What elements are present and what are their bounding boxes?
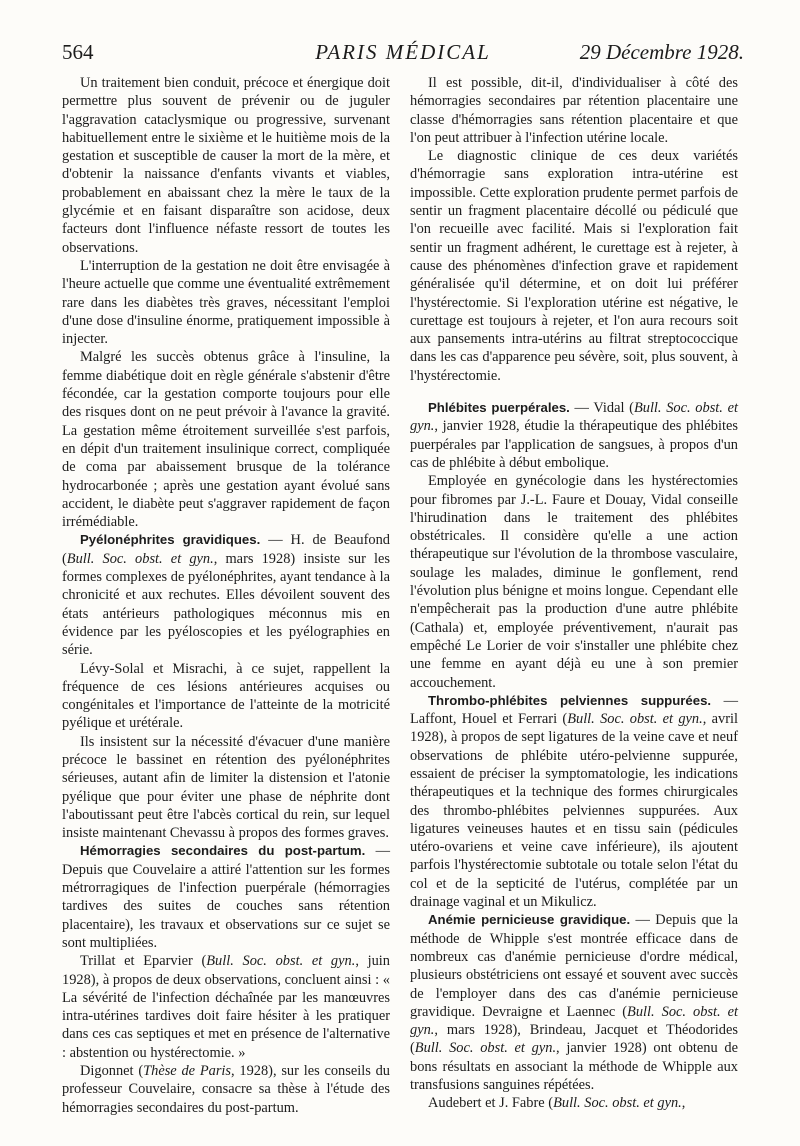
paragraph: L'interruption de la gestation ne doit être envisagée à l'heure actuelle que comme une éventualité extrêmement rare dans les diabètes très graves, nécessitant l'emploi d'une dose d'insuline énorme, pratiquement impossible à injecter. [62, 257, 390, 348]
section-hemorragies: Hémorragies secondaires du post-partum. — Depuis que Couvelaire a attiré l'attention sur les formes métrorragiques de l'infection puerpérale (hémorragies tardives des suites de couches sans rétention placentaire), les travaux et observations sur ce sujet se sont multipliées. [62, 843, 390, 951]
journal-title: PARIS MÉDICAL [315, 40, 491, 64]
section-heading: Phlébites puerpérales. [428, 400, 570, 416]
paragraph: Le diagnostic clinique de ces deux variétés d'hémorragie sans exploration intra-utérine est impossible. Cette exploration prudente permet parfois de sentir un fragment placentaire décollé ou pédiculé que l'on recueille avec facilité. Mais si l'exploration fait sentir un fragment adhérent, le curettage est à rejeter, à cause des phénomènes d'infection grave et rapidement généralisée qu'il détermine, et on doit lui préférer l'hystérectomie. Si l'exploration utérine est négative, le curettage est toujours à rejeter, et l'on aura recours soit aux pansements intra-utérins au filtrat streptococcique dans les cas d'apparence peu sévère, soit, plus souvent, à l'hystérectomie. [410, 148, 738, 384]
section-heading: Thrombo-phlébites pelviennes suppurées. [428, 692, 712, 708]
running-header [62, 40, 744, 70]
page-number: 564 [62, 40, 94, 64]
section-heading: Hémorragies secondaires du post-partum. [80, 843, 366, 859]
paragraph: Malgré les succès obtenus grâce à l'insuline, la femme diabétique doit en règle générale s'abstenir d'être fécondée, car la gestation comporte toujours pour elle des risques dont on ne peut prévoir à l'avance la gravité. La gestation même étroitement surveillée s'est parfois, en dépit d'un traitement insulinique correct, compliquée de coma par abaissement brusque de la tolérance hydrocarbonée ; après une gestation ayant évolué sans accident, le diabète peut s'aggraver rapidement de façon irrémédiable. [62, 349, 390, 531]
citation: Bull. Soc. obst. et gyn. [66, 550, 214, 567]
paragraph: Trillat et Eparvier (Bull. Soc. obst. et gyn., juin 1928), à propos de deux observations, concluent ainsi : « La sévérité de l'infection déchaînée par les manœuvres intra-utérines tardives doit faire hésiter à les pratiquer dans ces cas septiques et met en présence de l'alternative : abstention ou hystérectomie. » [62, 953, 390, 1061]
citation: Thèse de Paris [143, 1063, 232, 1080]
issue-date: 29 Décembre 1928. [579, 40, 744, 64]
citation: Bull. Soc. obst. et gyn. [410, 1003, 738, 1039]
left-column [62, 74, 390, 1117]
paragraph: Digonnet (Thèse de Paris, 1928), sur les conseils du professeur Couvelaire, consacre sa thèse à l'étude des hémorragies secondaires du post-partum. [62, 1063, 390, 1116]
citation: Bull. Soc. obst. et gyn. [567, 711, 703, 728]
citation: Bull. Soc. obst. et gyn. [553, 1095, 682, 1112]
section-heading: Anémie pernicieuse gravidique. [428, 912, 631, 928]
section-anemie: Anémie pernicieuse gravidique. — Depuis que la méthode de Whipple s'est montrée efficace dans de nombreux cas d'anémie pernicieuse d'ordre médical, plusieurs obstétriciens ont essayé et souvent avec succès de l'employer dans des cas d'anémie pernicieuse gravidique. Devraigne et Laennec (Bull. Soc. obst. et gyn., mars 1928), Brindeau, Jacquet et Théodorides (Bull. Soc. obst. et gyn., janvier 1928) ont obtenu de bons résultats en associant la méthode de Whipple aux transfusions sanguines répétées. [410, 912, 738, 1094]
section-phlebites: Phlébites puerpérales. — Vidal (Bull. Soc. obst. et gyn., janvier 1928, étudie la thérapeutique des phlébites puerpérales par l'application de sangsues, à propos d'un cas de phlébite à début embolique. [410, 400, 738, 471]
paragraph: Un traitement bien conduit, précoce et énergique doit permettre plus souvent de prévenir ou de juguler l'aggravation cataclysmique ou progressive, survenant habituellement entre le sixième et le huitième mois de la gestation et susceptible de causer la mort de la mère, et d'obtenir la naissance d'enfants vivants et viables, probablement en abaissant chez la mère le taux de la glycémie et en faisant disparaître son acidose, deux facteurs dont l'influence néfaste ressort de toutes les observations. [62, 75, 390, 256]
section-heading: Pyélonéphrites gravidiques. [80, 532, 261, 548]
citation: Bull. Soc. obst. et gyn. [410, 400, 738, 435]
citation: Bull. Soc. obst. et gyn. [414, 1040, 557, 1057]
paragraph: Ils insistent sur la nécessité d'évacuer d'une manière précoce le bassinet en rétention des pyélonéphrites sérieuses, autant afin de limiter la distension et l'atonie pyélique que pour éviter une phase de néphrite dont l'aboutissant peut être l'abcès cortical du rein, sur lequel insiste maintenant Chevassu à propos des formes graves. [62, 733, 390, 842]
paragraph: Audebert et J. Fabre (Bull. Soc. obst. et gyn., [428, 1095, 686, 1112]
section-pyelonephrites: Pyélonéphrites gravidiques. — H. de Beaufond (Bull. Soc. obst. et gyn., mars 1928) insiste sur les formes complexes de pyélonéphrites, ayant tendance à la chronicité et aux rechutes. Elles dévoilent souvent des états antérieurs pathologiques méconnus mis en évidence par les pyéloscopies et les pyélographies en série. [62, 532, 391, 659]
citation: Bull. Soc. obst. et gyn. [206, 953, 356, 970]
section-thrombo-phlebites: Thrombo-phlébites pelviennes suppurées. — Laffont, Houel et Ferrari (Bull. Soc. obst. et gyn., avril 1928), à propos de sept ligatures de la veine cave et neuf observations de phlébite utéro-pelvienne suppurée, essaient de préciser la symptomatologie, les indications thérapeutiques et la technique des formes chirurgicales des thrombo-phlébites pelviennes suppurées. Aux ligatures veineuses hautes et en tissu sain (pédicules utéro-ovariens et veine cave inférieure), ils ajoutent parfois l'hystérectomie subtotale ou totale selon l'état du col et de la septicité de l'utérus, complétée par un drainage vaginal et un Mikulicz. [410, 692, 738, 911]
paragraph: Il est possible, dit-il, d'individualiser à côté des hémorragies secondaires par rétention placentaire une classe d'hémorragies sans rétention placentaire et que l'on peut attribuer à l'infection utérine locale. [410, 75, 738, 146]
paragraph: Lévy-Solal et Misrachi, à ce sujet, rappellent la fréquence de ces lésions antérieures acquises ou congénitales et l'importance de l'atteinte de la motricité pyélique et urétérale. [62, 660, 390, 732]
right-column [410, 74, 738, 1113]
paragraph: Employée en gynécologie dans les hystérectomies pour fibromes par J.-L. Faure et Douay, Vidal conseille l'hirudination dans le traitement des phlébites obstétricales. Il considère qu'elle a une action thérapeutique sur l'évolution de la thrombose vasculaire, soulage les malades, diminue le gonflement, rend l'évolution plus bénigne et moins longue. Cependant elle n'empêcherait pas la production d'une autre phlébite (Cathala) et, employée préventivement, n'aurait pas empêché Le Lorier de voir s'installer une phlébite chez une femme en ayant déjà eu une à son premier accouchement. [410, 473, 738, 691]
